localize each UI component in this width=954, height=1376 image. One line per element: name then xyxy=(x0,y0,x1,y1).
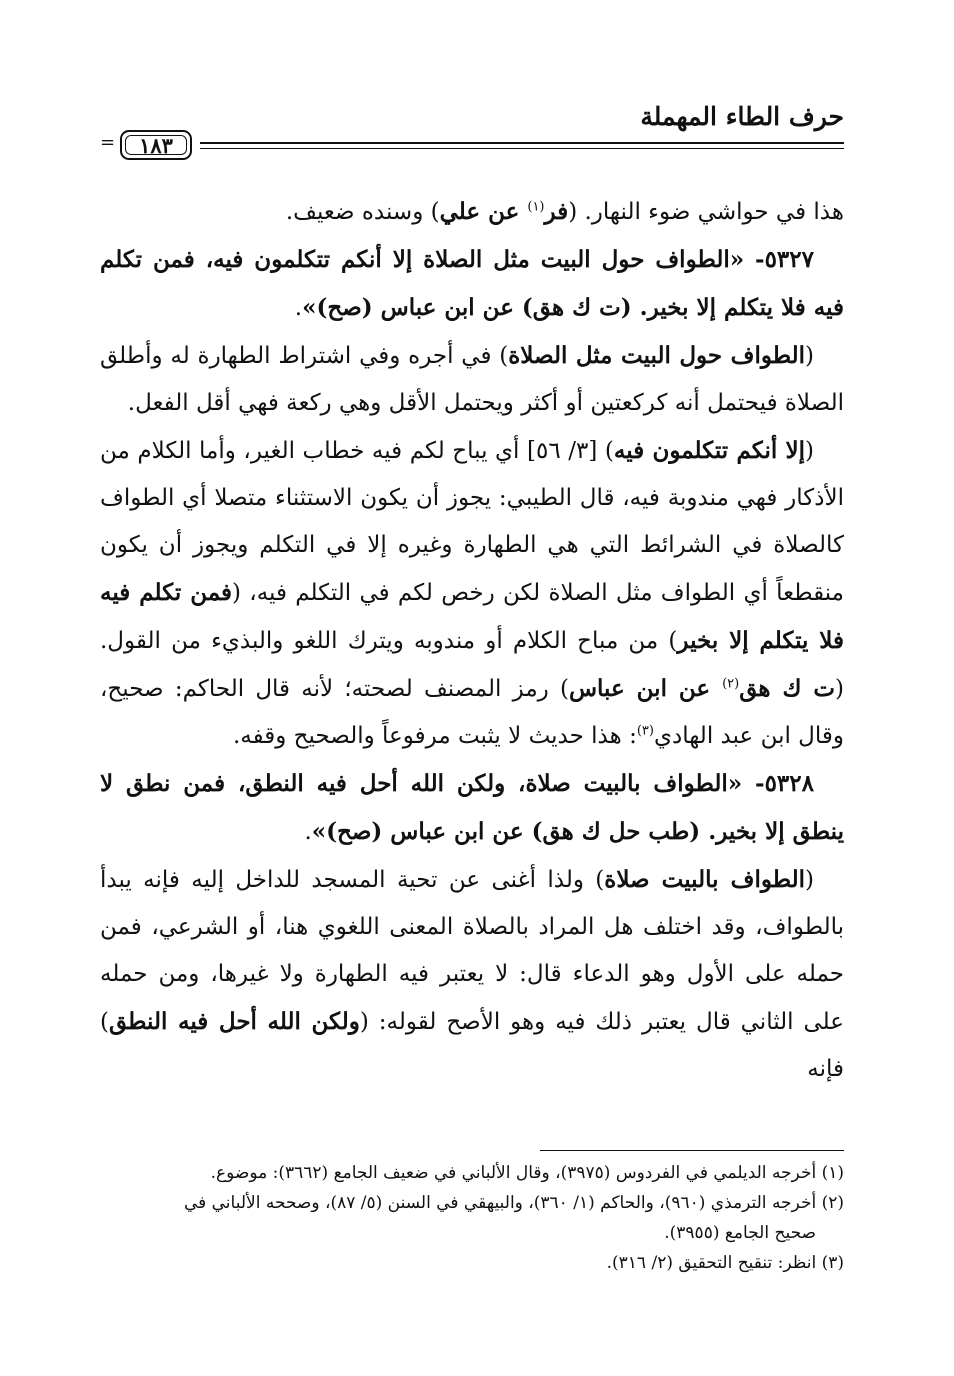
footnotes xyxy=(100,1158,844,1278)
footnote-ref: (٢) xyxy=(722,676,740,692)
text-run: ( xyxy=(805,343,814,369)
main-text xyxy=(100,188,844,1093)
text-run: هذا في حواشي ضوء النهار. ( xyxy=(568,199,844,225)
text-run: ) فإنه xyxy=(100,1009,844,1082)
footnote-2-continued: صحيح الجامع (٣٩٥٥). xyxy=(664,1223,816,1243)
footnote-ref: (١) xyxy=(527,199,545,215)
footnote-separator xyxy=(540,1150,844,1151)
footnote-1: (١) أخرجه الديلمي في الفردوس (٣٩٧٥)، وقال الألباني في ضعيف الجامع (٣٦٦٢): موضوع. xyxy=(210,1163,844,1183)
page-number: ١٨٣ xyxy=(139,132,173,158)
paragraph-1 xyxy=(100,188,844,236)
text-run: ) وسنده ضعيف. xyxy=(285,199,440,225)
text-run: ) في أجره وفي اشتراط الطهارة له وأطلق الصلاة فيحتمل أنه كركعتين أو أكثر ويحتمل الأقل وهي ركعة فهي أقل الفعل. xyxy=(100,343,844,416)
header-rule xyxy=(200,142,844,144)
source-code: فر xyxy=(544,198,569,225)
quoted-phrase: ولكن الله أحل فيه النطق xyxy=(108,1008,360,1035)
page-number-box xyxy=(120,130,192,160)
hadith-text: ٥٣٢٨- «الطواف بالبيت صلاة، ولكن الله أحل فيه النطق، فمن نطق لا ينطق إلا بخير. (طب حل ك هق) عن ابن عباس (صح)» xyxy=(100,770,844,845)
header-dash-mark: = xyxy=(100,132,116,153)
text-run: : هذا حديث لا يثبت مرفوعاً والصحيح وقفه. xyxy=(232,723,637,749)
text-run: ) من مباح الكلام أو مندوبه ويترك اللغو والبذيء من القول. ( xyxy=(100,628,844,702)
running-title: حرف الطاء المهملة xyxy=(640,102,844,131)
header-rule-thin xyxy=(200,148,844,149)
commentary-1 xyxy=(100,332,844,427)
quoted-phrase: فمن تكلم فيه فلا يتكلم إلا بخير xyxy=(100,579,844,654)
hadith-text: ٥٣٢٧- «الطواف حول البيت مثل الصلاة إلا أنكم تتكلمون فيه، فمن تكلم فيه فلا يتكلم إلا بخير. (ت ك هق) عن ابن عباس (صح)» xyxy=(100,246,844,321)
narrator: عن علي xyxy=(439,198,528,225)
quoted-phrase: الطواف حول البيت مثل الصلاة xyxy=(508,342,806,369)
text-run: ( xyxy=(805,438,815,464)
text-run: ( xyxy=(805,867,814,893)
quoted-phrase: إلا أنكم تتكلمون فيه xyxy=(613,437,806,464)
commentary-2 xyxy=(100,427,844,760)
footnote-3: (٣) انظر: تنقيح التحقيق (٢/ ٣١٦). xyxy=(606,1253,844,1273)
text-run: . xyxy=(294,295,303,321)
text-run: ) ولذا أغنى عن تحية المسجد للداخل إليه فإنه يبدأ بالطواف، وقد اختلف هل المراد بالصلاة المعنى اللغوي هنا، أو الشرعي، فمن حمله على الأول وهو الدعاء قال: لا يعتبر فيه الطهارة ولا غيرها، ومن حمله على الثاني قال يعتبر ذلك فيه وهو الأصح لقوله: ( xyxy=(100,867,844,1035)
source-code: ت ك هق xyxy=(739,675,836,702)
narrator: عن ابن عباس xyxy=(568,675,723,702)
hadith-5328 xyxy=(100,760,844,856)
page-header xyxy=(100,96,844,156)
text-run: ) رمز المصنف لصحته؛ لأنه قال الحاكم: صحيح، وقال ابن عبد الهادي xyxy=(100,676,844,749)
quoted-phrase: الطواف بالبيت صلاة xyxy=(604,866,805,893)
commentary-3 xyxy=(100,856,844,1093)
footnote-2: (٢) أخرجه الترمذي (٩٦٠)، والحاكم (١/ ٣٦٠)، والبيهقي في السنن (٥/ ٨٧)، وصححه الألباني في xyxy=(183,1193,844,1213)
text-run: . xyxy=(304,819,312,845)
hadith-5327 xyxy=(100,236,844,332)
footnote-ref: (٣) xyxy=(636,723,654,739)
text-run: ) [٣/ ٥٦] أي يباح لكم فيه خطاب الغير، وأما الكلام من الأذكار فهي مندوبة فيه، قال الطيبي: يجوز أن يكون الاستثناء متصلا أي الطواف كالصلاة في الشرائط التي هي الطهارة وغيره إلا في التكلم ويجوز أن يكون منقطعاً أي الطواف مثل الصلاة لكن رخص لكم في التكلم فيه، ( xyxy=(100,438,844,606)
